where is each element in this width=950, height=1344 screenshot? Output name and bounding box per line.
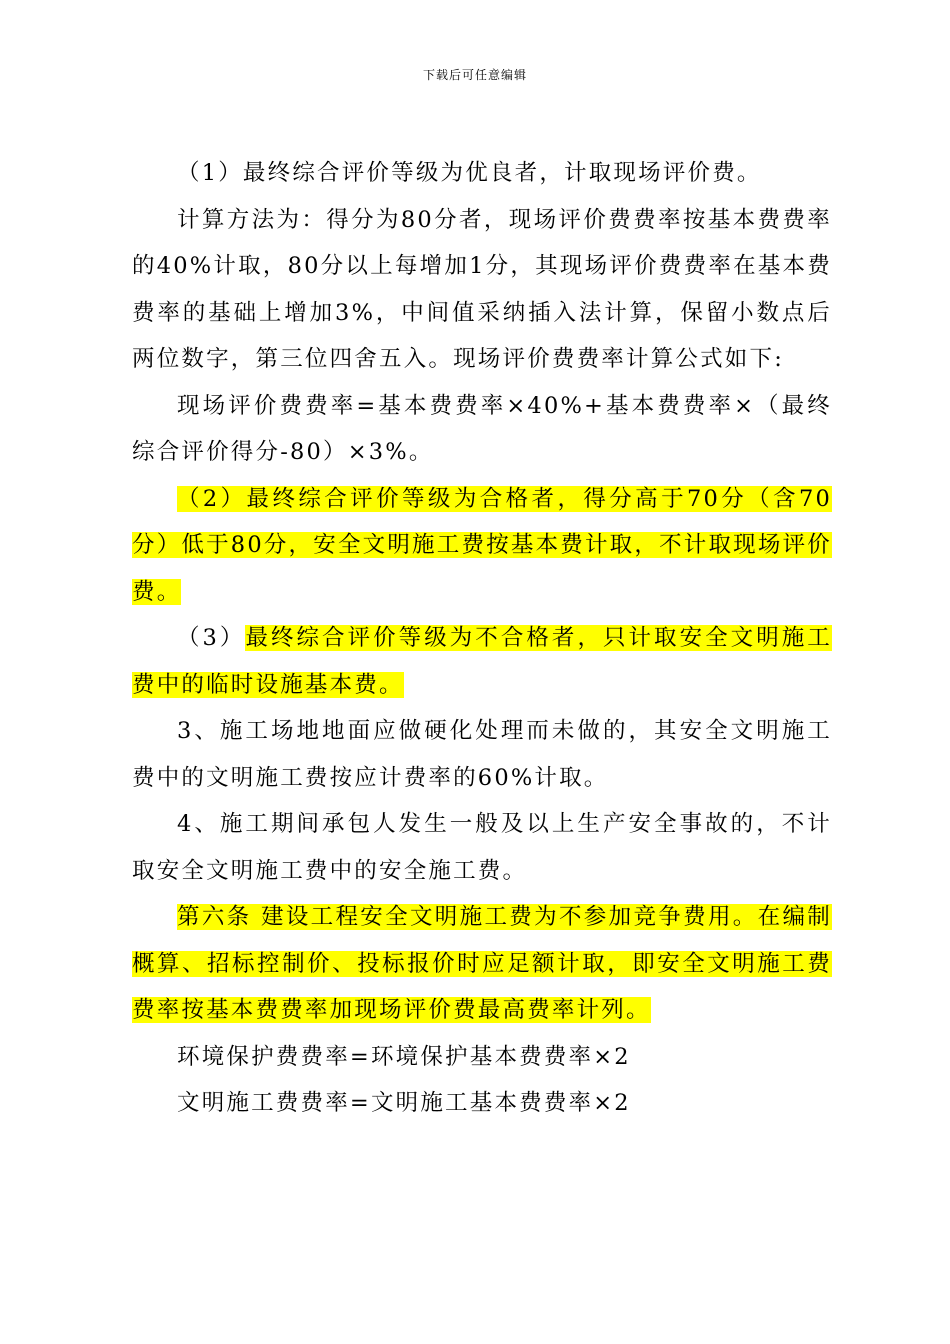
highlighted-text: 最终综合评价等级为不合格者，只计取安全文明施工费中的临时设施基本费。 bbox=[132, 625, 832, 698]
paragraph bbox=[132, 197, 832, 383]
page-header: 下载后可任意编辑 bbox=[422, 68, 527, 82]
paragraph bbox=[132, 801, 832, 894]
paragraph-text: 现场评价费费率=基本费费率×40%+基本费费率×（最终综合评价得分-80）×3%。 bbox=[132, 392, 832, 465]
paragraph bbox=[132, 708, 832, 801]
document-body bbox=[132, 150, 832, 1127]
paragraph bbox=[132, 383, 832, 476]
paragraph-text: （1）最终综合评价等级为优良者，计取现场评价费。 bbox=[177, 160, 762, 186]
paragraph-text: 文明施工费费率=文明施工基本费费率×2 bbox=[177, 1090, 631, 1116]
paragraph-text: （3） bbox=[177, 625, 246, 651]
paragraph bbox=[132, 1080, 832, 1127]
paragraph-text: 环境保护费费率=环境保护基本费费率×2 bbox=[177, 1043, 631, 1070]
paragraph bbox=[132, 615, 832, 708]
paragraph bbox=[132, 150, 832, 197]
paragraph bbox=[132, 1034, 832, 1081]
highlighted-text: 第六条 建设工程安全文明施工费为不参加竞争费用。在编制概算、招标控制价、投标报价时应足额计取，即安全文明施工费费率按基本费费率加现场评价费最高费率计列。 bbox=[132, 904, 832, 1023]
highlighted-text: （2）最终综合评价等级为合格者，得分高于70分（含70分）低于80分，安全文明施工费按基本费计取，不计取现场评价费。 bbox=[132, 485, 832, 605]
paragraph bbox=[132, 894, 832, 1034]
paragraph-text: 4、施工期间承包人发生一般及以上生产安全事故的，不计取安全文明施工费中的安全施工费。 bbox=[132, 811, 832, 884]
paragraph-text: 计算方法为：得分为80分者，现场评价费费率按基本费费率的40%计取，80分以上每增加1分，其现场评价费费率在基本费费率的基础上增加3%，中间值采纳插入法计算，保留小数点后两位数字，第三位四舍五入。现场评价费费率计算公式如下: bbox=[132, 206, 832, 372]
paragraph bbox=[132, 476, 832, 616]
paragraph-text: 3、施工场地地面应做硬化处理而未做的，其安全文明施工费中的文明施工费按应计费率的60%计取。 bbox=[132, 718, 832, 791]
